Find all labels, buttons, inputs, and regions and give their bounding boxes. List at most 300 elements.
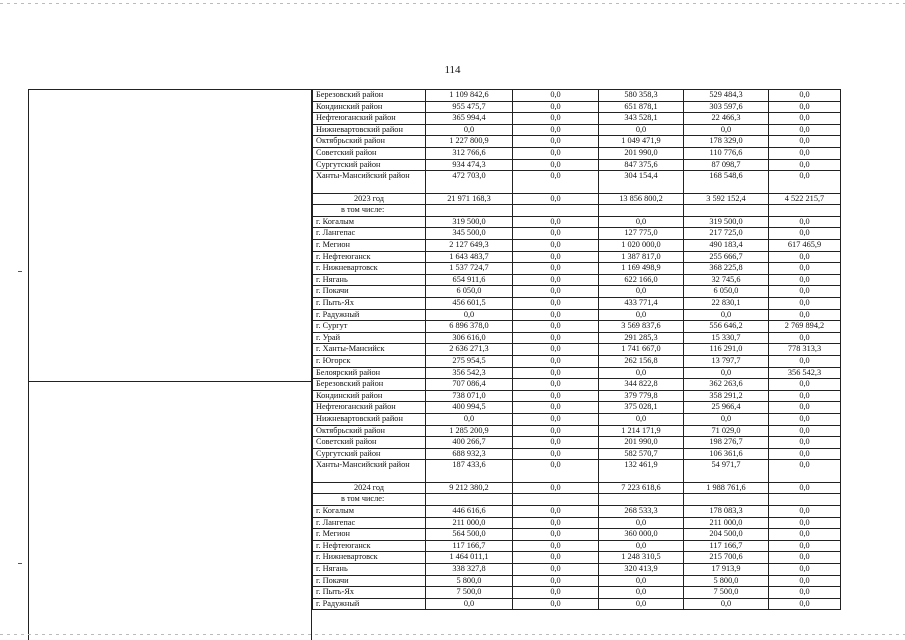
value-cell: 0,0 (513, 251, 599, 263)
table-row (313, 90, 841, 102)
value-cell: 345 500,0 (426, 228, 513, 240)
merged-left-cell-2023 (28, 381, 312, 640)
table-row (313, 136, 841, 148)
row-label-cell: г. Нефтеюганск (313, 251, 426, 263)
value-cell: 433 771,4 (599, 298, 684, 310)
value-cell: 0,0 (769, 563, 841, 575)
value-cell (599, 494, 684, 506)
value-cell: 0,0 (769, 540, 841, 552)
value-cell: 0,0 (426, 598, 513, 610)
value-cell: 1 248 310,5 (599, 552, 684, 564)
value-cell: 0,0 (769, 251, 841, 263)
value-cell: 0,0 (426, 413, 513, 425)
table-row (313, 124, 841, 136)
value-cell: 847 375,6 (599, 159, 684, 171)
value-cell: 217 725,0 (684, 228, 769, 240)
value-cell: 0,0 (513, 402, 599, 414)
value-cell: 0,0 (769, 274, 841, 286)
value-cell: 0,0 (426, 309, 513, 321)
value-cell: 320 413,9 (599, 563, 684, 575)
value-cell: 1 988 761,6 (684, 482, 769, 494)
value-cell: 651 878,1 (599, 101, 684, 113)
value-cell: 198 276,7 (684, 437, 769, 449)
table-row (313, 113, 841, 125)
table-row (313, 240, 841, 252)
value-cell: 0,0 (769, 552, 841, 564)
value-cell: 127 775,0 (599, 228, 684, 240)
value-cell: 0,0 (599, 598, 684, 610)
row-label-cell: г. Покачи (313, 286, 426, 298)
row-label-cell: г. Сургут (313, 321, 426, 333)
value-cell: 0,0 (769, 90, 841, 102)
value-cell: 0,0 (513, 321, 599, 333)
value-cell: 201 990,0 (599, 437, 684, 449)
value-cell: 0,0 (599, 413, 684, 425)
value-cell: 0,0 (769, 425, 841, 437)
value-cell: 1 387 817,0 (599, 251, 684, 263)
row-label-cell: Березовский район (313, 90, 426, 102)
value-cell: 215 700,6 (684, 552, 769, 564)
value-cell: 0,0 (769, 517, 841, 529)
scan-artifact-top (0, 3, 905, 4)
value-cell: 0,0 (769, 587, 841, 599)
value-cell: 1 643 483,7 (426, 251, 513, 263)
value-cell: 32 745,6 (684, 274, 769, 286)
value-cell: 312 766,6 (426, 147, 513, 159)
value-cell: 291 285,3 (599, 332, 684, 344)
row-label-cell: г. Радужный (313, 309, 426, 321)
value-cell: 622 166,0 (599, 274, 684, 286)
value-cell: 0,0 (513, 159, 599, 171)
value-cell: 319 500,0 (426, 216, 513, 228)
value-cell (426, 205, 513, 217)
row-label-cell: Нефтеюганский район (313, 402, 426, 414)
value-cell: 306 616,0 (426, 332, 513, 344)
row-label-cell: г. Мегион (313, 529, 426, 541)
table-row (313, 517, 841, 529)
value-cell: 344 822,8 (599, 379, 684, 391)
table-row (313, 540, 841, 552)
value-cell: 0,0 (769, 379, 841, 391)
budget-table (312, 89, 841, 610)
value-cell: 0,0 (769, 101, 841, 113)
value-cell: 472 703,0 (426, 171, 513, 194)
value-cell: 6 896 378,0 (426, 321, 513, 333)
value-cell: 21 971 168,3 (426, 193, 513, 205)
value-cell: 654 911,6 (426, 274, 513, 286)
value-cell: 1 464 011,1 (426, 552, 513, 564)
page-number: 114 (444, 64, 461, 76)
value-cell: 0,0 (513, 113, 599, 125)
table-row (313, 321, 841, 333)
table-row (313, 216, 841, 228)
value-cell: 178 083,3 (684, 506, 769, 518)
value-cell: 4 522 215,7 (769, 193, 841, 205)
row-label-cell: г. Нягань (313, 563, 426, 575)
year-total-row (313, 482, 841, 494)
value-cell: 0,0 (769, 413, 841, 425)
value-cell: 0,0 (769, 171, 841, 194)
value-cell: 0,0 (513, 529, 599, 541)
table-row (313, 274, 841, 286)
value-cell: 0,0 (513, 506, 599, 518)
value-cell: 0,0 (769, 147, 841, 159)
value-cell: 7 500,0 (426, 587, 513, 599)
value-cell: 0,0 (769, 448, 841, 460)
table-row (313, 159, 841, 171)
value-cell: 580 358,3 (599, 90, 684, 102)
row-label-cell: в том числе: (313, 494, 426, 506)
value-cell: 168 548,6 (684, 171, 769, 194)
row-label-cell: Ханты-Мансийский район (313, 171, 426, 194)
row-label-cell: г. Мегион (313, 240, 426, 252)
row-label-cell: 2023 год (313, 193, 426, 205)
value-cell: 529 484,3 (684, 90, 769, 102)
value-cell: 0,0 (513, 228, 599, 240)
value-cell: 0,0 (513, 216, 599, 228)
row-label-cell: Сургутский район (313, 159, 426, 171)
value-cell: 0,0 (513, 136, 599, 148)
row-label-cell: г. Радужный (313, 598, 426, 610)
value-cell: 117 166,7 (426, 540, 513, 552)
value-cell: 0,0 (513, 344, 599, 356)
value-cell: 54 971,7 (684, 460, 769, 483)
row-label-cell: г. Нягань (313, 274, 426, 286)
row-label-cell: Кондинский район (313, 390, 426, 402)
value-cell: 268 533,3 (599, 506, 684, 518)
value-cell: 7 223 618,6 (599, 482, 684, 494)
row-label-cell: г. Лангепас (313, 228, 426, 240)
row-label-cell: Ханты-Мансийский район (313, 460, 426, 483)
value-cell: 22 830,1 (684, 298, 769, 310)
value-cell: 0,0 (513, 448, 599, 460)
value-cell: 319 500,0 (684, 216, 769, 228)
value-cell: 17 913,9 (684, 563, 769, 575)
value-cell: 15 330,7 (684, 332, 769, 344)
value-cell: 3 592 152,4 (684, 193, 769, 205)
value-cell: 0,0 (684, 124, 769, 136)
value-cell: 0,0 (769, 482, 841, 494)
value-cell: 1 169 498,9 (599, 263, 684, 275)
row-label-cell: г. Нижневартовск (313, 263, 426, 275)
value-cell: 0,0 (684, 367, 769, 379)
value-cell: 0,0 (769, 228, 841, 240)
table-row (313, 298, 841, 310)
value-cell: 356 542,3 (426, 367, 513, 379)
row-label-cell: г. Югорск (313, 355, 426, 367)
value-cell: 556 646,2 (684, 321, 769, 333)
row-label-cell: г. Урай (313, 332, 426, 344)
value-cell: 0,0 (599, 540, 684, 552)
value-cell: 0,0 (513, 355, 599, 367)
table-row (313, 379, 841, 391)
value-cell: 5 800,0 (684, 575, 769, 587)
value-cell: 0,0 (513, 425, 599, 437)
value-cell: 0,0 (599, 309, 684, 321)
row-label-cell: Нижневартовский район (313, 413, 426, 425)
value-cell: 0,0 (513, 147, 599, 159)
value-cell: 0,0 (769, 355, 841, 367)
table-row (313, 529, 841, 541)
table-row (313, 263, 841, 275)
table-row (313, 309, 841, 321)
value-cell: 275 954,5 (426, 355, 513, 367)
value-cell: 0,0 (769, 216, 841, 228)
value-cell: 0,0 (599, 517, 684, 529)
row-label-cell: Советский район (313, 437, 426, 449)
value-cell: 2 769 894,2 (769, 321, 841, 333)
value-cell: 187 433,6 (426, 460, 513, 483)
table-row (313, 413, 841, 425)
value-cell: 0,0 (769, 136, 841, 148)
value-cell: 778 313,3 (769, 344, 841, 356)
value-cell: 582 570,7 (599, 448, 684, 460)
row-label-cell: Кондинский район (313, 101, 426, 113)
row-label-cell: г. Пыть-Ях (313, 587, 426, 599)
value-cell: 3 569 837,6 (599, 321, 684, 333)
table-row (313, 251, 841, 263)
value-cell: 365 994,4 (426, 113, 513, 125)
row-label-cell: 2024 год (313, 482, 426, 494)
value-cell: 0,0 (769, 390, 841, 402)
value-cell: 934 474,3 (426, 159, 513, 171)
value-cell: 0,0 (513, 460, 599, 483)
year-total-row (313, 193, 841, 205)
value-cell: 71 029,0 (684, 425, 769, 437)
value-cell: 6 050,0 (426, 286, 513, 298)
value-cell: 707 086,4 (426, 379, 513, 391)
value-cell: 178 329,0 (684, 136, 769, 148)
value-cell: 87 098,7 (684, 159, 769, 171)
table-row (313, 332, 841, 344)
value-cell: 0,0 (684, 413, 769, 425)
value-cell: 0,0 (599, 124, 684, 136)
row-label-cell: в том числе: (313, 205, 426, 217)
value-cell: 0,0 (513, 390, 599, 402)
value-cell: 0,0 (513, 563, 599, 575)
value-cell: 2 636 271,3 (426, 344, 513, 356)
value-cell: 304 154,4 (599, 171, 684, 194)
value-cell: 1 020 000,0 (599, 240, 684, 252)
value-cell: 0,0 (513, 367, 599, 379)
value-cell: 0,0 (769, 598, 841, 610)
row-label-cell: Нефтеюганский район (313, 113, 426, 125)
row-label-cell: г. Нефтеюганск (313, 540, 426, 552)
table-row (313, 437, 841, 449)
value-cell: 0,0 (599, 286, 684, 298)
value-cell: 0,0 (513, 437, 599, 449)
table-row (313, 425, 841, 437)
value-cell: 0,0 (684, 309, 769, 321)
value-cell: 360 000,0 (599, 529, 684, 541)
value-cell: 0,0 (513, 482, 599, 494)
table-row (313, 448, 841, 460)
value-cell: 0,0 (513, 575, 599, 587)
value-cell: 0,0 (513, 540, 599, 552)
table-row (313, 598, 841, 610)
value-cell: 0,0 (769, 575, 841, 587)
table-row (313, 563, 841, 575)
value-cell: 0,0 (513, 552, 599, 564)
table-row (313, 506, 841, 518)
value-cell: 617 465,9 (769, 240, 841, 252)
value-cell: 22 466,3 (684, 113, 769, 125)
value-cell: 375 028,1 (599, 402, 684, 414)
scan-artifact-bottom (0, 634, 905, 635)
row-label-cell: Березовский район (313, 379, 426, 391)
value-cell: 2 127 649,3 (426, 240, 513, 252)
value-cell: 0,0 (769, 286, 841, 298)
table-row (313, 286, 841, 298)
value-cell: 362 263,6 (684, 379, 769, 391)
value-cell: 1 214 171,9 (599, 425, 684, 437)
value-cell: 255 666,7 (684, 251, 769, 263)
value-cell: 0,0 (513, 101, 599, 113)
value-cell: 0,0 (513, 240, 599, 252)
value-cell: 0,0 (769, 529, 841, 541)
value-cell: 0,0 (769, 263, 841, 275)
value-cell: 0,0 (769, 506, 841, 518)
value-cell: 0,0 (769, 460, 841, 483)
merged-left-cell-2022 (28, 89, 312, 381)
table-row (313, 101, 841, 113)
value-cell: 0,0 (769, 437, 841, 449)
value-cell: 0,0 (513, 332, 599, 344)
value-cell: 262 156,8 (599, 355, 684, 367)
value-cell: 343 528,1 (599, 113, 684, 125)
value-cell: 955 475,7 (426, 101, 513, 113)
value-cell: 0,0 (769, 332, 841, 344)
value-cell: 0,0 (513, 193, 599, 205)
table-row (313, 460, 841, 483)
value-cell: 0,0 (513, 124, 599, 136)
value-cell: 0,0 (513, 598, 599, 610)
value-cell: 0,0 (513, 274, 599, 286)
value-cell: 0,0 (513, 517, 599, 529)
value-cell: 1 109 842,6 (426, 90, 513, 102)
subheader-row (313, 205, 841, 217)
value-cell: 204 500,0 (684, 529, 769, 541)
value-cell: 110 776,6 (684, 147, 769, 159)
row-label-cell: г. Нижневартовск (313, 552, 426, 564)
value-cell: 211 000,0 (684, 517, 769, 529)
value-cell: 0,0 (513, 298, 599, 310)
value-cell: 1 537 724,7 (426, 263, 513, 275)
value-cell: 0,0 (684, 598, 769, 610)
value-cell: 0,0 (769, 298, 841, 310)
row-label-cell: г. Когалым (313, 506, 426, 518)
value-cell: 0,0 (769, 402, 841, 414)
value-cell: 1 285 200,9 (426, 425, 513, 437)
value-cell: 0,0 (769, 159, 841, 171)
value-cell: 5 800,0 (426, 575, 513, 587)
value-cell: 25 966,4 (684, 402, 769, 414)
table-row (313, 575, 841, 587)
value-cell: 338 327,8 (426, 563, 513, 575)
row-label-cell: г. Ханты-Мансийск (313, 344, 426, 356)
value-cell: 211 000,0 (426, 517, 513, 529)
value-cell: 117 166,7 (684, 540, 769, 552)
value-cell: 1 227 800,9 (426, 136, 513, 148)
table-row (313, 147, 841, 159)
value-cell: 0,0 (513, 413, 599, 425)
table-row (313, 402, 841, 414)
value-cell: 400 994,5 (426, 402, 513, 414)
row-label-cell: г. Когалым (313, 216, 426, 228)
value-cell: 0,0 (513, 587, 599, 599)
value-cell: 738 071,0 (426, 390, 513, 402)
value-cell: 356 542,3 (769, 367, 841, 379)
table-row (313, 171, 841, 194)
value-cell (426, 494, 513, 506)
row-label-cell: Октябрьский район (313, 425, 426, 437)
value-cell (684, 494, 769, 506)
value-cell: 7 500,0 (684, 587, 769, 599)
table-row (313, 355, 841, 367)
table-row (313, 587, 841, 599)
row-label-cell: Советский район (313, 147, 426, 159)
value-cell: 0,0 (513, 171, 599, 194)
row-label-cell: Белоярский район (313, 367, 426, 379)
value-cell (684, 205, 769, 217)
row-label-cell: г. Пыть-Ях (313, 298, 426, 310)
value-cell: 0,0 (769, 309, 841, 321)
row-label-cell: Сургутский район (313, 448, 426, 460)
value-cell (513, 205, 599, 217)
table-row (313, 367, 841, 379)
subheader-row (313, 494, 841, 506)
value-cell: 358 291,2 (684, 390, 769, 402)
value-cell: 116 291,0 (684, 344, 769, 356)
value-cell (599, 205, 684, 217)
value-cell: 6 050,0 (684, 286, 769, 298)
table-row (313, 228, 841, 240)
value-cell: 368 225,8 (684, 263, 769, 275)
table-row (313, 390, 841, 402)
row-label-cell: г. Покачи (313, 575, 426, 587)
value-cell: 446 616,6 (426, 506, 513, 518)
value-cell: 0,0 (513, 286, 599, 298)
table-row (313, 344, 841, 356)
value-cell: 106 361,6 (684, 448, 769, 460)
value-cell: 0,0 (599, 575, 684, 587)
value-cell: 0,0 (769, 113, 841, 125)
value-cell: 0,0 (426, 124, 513, 136)
value-cell: 303 597,6 (684, 101, 769, 113)
value-cell: 13 856 800,2 (599, 193, 684, 205)
value-cell: 0,0 (769, 124, 841, 136)
value-cell: 1 049 471,9 (599, 136, 684, 148)
value-cell: 1 741 667,0 (599, 344, 684, 356)
value-cell: 0,0 (599, 216, 684, 228)
budget-table-body (313, 90, 841, 610)
value-cell: 379 779,8 (599, 390, 684, 402)
row-label-cell: г. Лангепас (313, 517, 426, 529)
value-cell (513, 494, 599, 506)
value-cell: 564 500,0 (426, 529, 513, 541)
table-row (313, 552, 841, 564)
value-cell: 201 990,0 (599, 147, 684, 159)
margin-mark (18, 563, 22, 564)
value-cell: 400 266,7 (426, 437, 513, 449)
value-cell: 688 932,3 (426, 448, 513, 460)
value-cell: 0,0 (599, 367, 684, 379)
value-cell: 0,0 (513, 90, 599, 102)
value-cell: 13 797,7 (684, 355, 769, 367)
value-cell: 0,0 (513, 263, 599, 275)
value-cell: 9 212 380,2 (426, 482, 513, 494)
row-label-cell: Октябрьский район (313, 136, 426, 148)
